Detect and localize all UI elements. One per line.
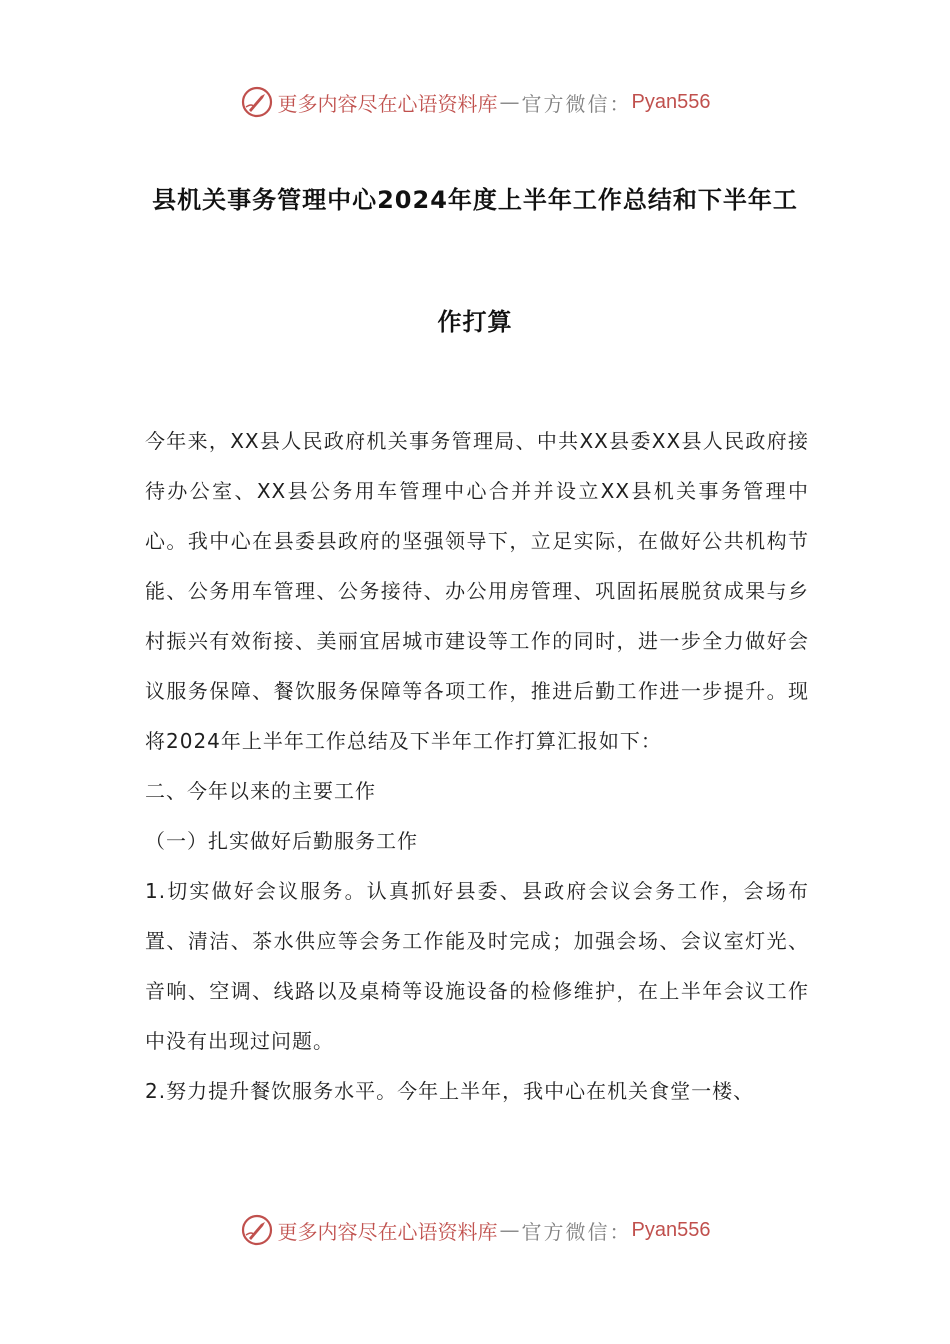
header-banner — [0, 82, 950, 122]
banner-wechat-id: Pyan556 — [631, 90, 711, 113]
banner-wechat-id: Pyan556 — [631, 1218, 711, 1241]
paragraph-intro: 今年来，XX县人民政府机关事务管理局、中共XX县委XX县人民政府接待办公室、XX县公务用车管理中心合并并设立XX县机关事务管理中心。我中心在县委县政府的坚强领导下，立足实际，在做好公共机构节能、公务用车管理、公务接待、办公用房管理、巩固拓展脱贫成果与乡村振兴有效衔接、美丽宜居城市建设等工作的同时，进一步全力做好会议服务保障、餐饮服务保障等各项工作，推进后勤工作进一步提升。现将2024年上半年工作总结及下半年工作打算汇报如下： — [145, 429, 809, 753]
document-title-line-2: 作打算 — [437, 308, 513, 336]
pen-nib-logo-icon — [240, 1213, 274, 1247]
banner-dash: — — [499, 1218, 520, 1242]
paragraph-item-2: 2.努力提升餐饮服务水平。今年上半年，我中心在机关食堂一楼、 — [145, 1079, 755, 1103]
banner-brand-text: 更多内容尽在心语资料库 — [277, 91, 498, 116]
footer-banner — [0, 1210, 950, 1250]
paragraph-item-1: 1.切实做好会议服务。认真抓好县委、县政府会议会务工作，会场布置、清洁、茶水供应等会务工作能及时完成；加强会场、会议室灯光、音响、空调、线路以及桌椅等设施设备的检修维护，在上半年会议工作中没有出现过问题。 — [145, 879, 809, 1053]
banner-brand-text: 更多内容尽在心语资料库 — [277, 1219, 498, 1244]
banner-wechat-label: 官方微信： — [521, 1219, 632, 1244]
pen-nib-logo-icon — [240, 85, 274, 119]
document-body — [145, 416, 809, 1116]
subsection-heading: （一）扎实做好后勤服务工作 — [145, 829, 418, 853]
section-heading: 二、今年以来的主要工作 — [145, 779, 376, 803]
banner-wechat-label: 官方微信： — [521, 91, 632, 116]
document-title-line-1: 县机关事务管理中心2024年度上半年工作总结和下半年工 — [152, 186, 798, 214]
banner-dash: — — [499, 90, 520, 114]
